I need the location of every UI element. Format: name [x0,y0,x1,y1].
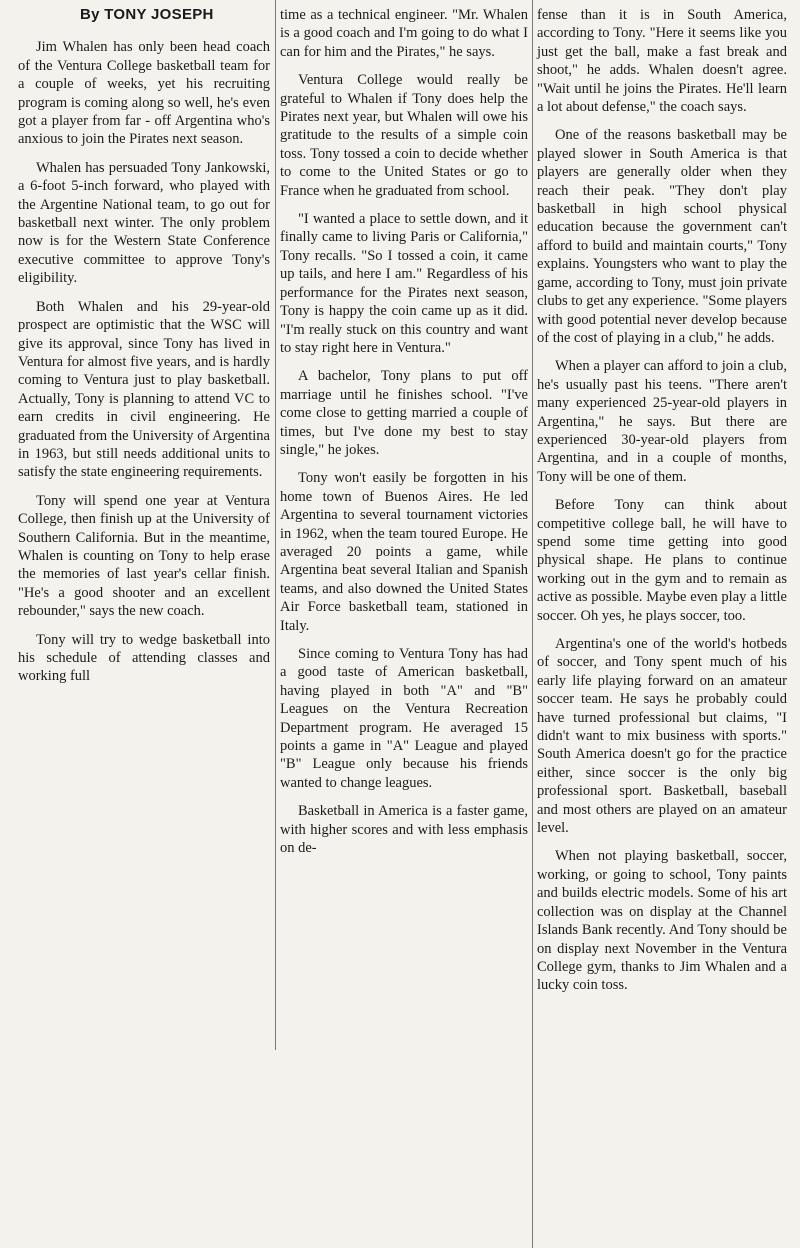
paragraph: When a player can afford to join a club, he's usually past his teens. "There aren't many experienced 25-year-old players in Argentina," he says. But there are experienced 30-year-old players from Argentina, and in a couple of months, Tony will be one of them. [537,358,787,485]
paragraph: One of the reasons basketball may be played slower in South America is that players are generally older when they reach their peak. "They don't play basketball in high school physical education because the government can't afford to build and maintain courts," Tony explains. Youngsters who want to play the game, according to Tony, must join private clubs to get any experience. "Some players with good potential never develop because of the cost of playing in a club," he adds. [537,127,787,346]
paragraph: Tony won't easily be forgotten in his home town of Buenos Aires. He led Argentina to several tournament victories in 1962, when the team toured Europe. He averaged 20 points a game, while Argentina beat several Italian and Spanish teams, and also downed the United States Air Force basketball team, stationed in Italy. [280,470,528,634]
paragraph: A bachelor, Tony plans to put off marriage until he finishes school. "I've come close to getting married a couple of times, but I've done my best to stay single," he jokes. [280,368,528,458]
paragraph: When not playing basketball, soccer, working, or going to school, Tony paints and builds electric models. Some of his art collection was on display at the Channel Islands Bank recently. And Tony should be on display next November in the Ventura College gym, thanks to Jim Whalen and a lucky coin toss. [537,848,787,994]
column-rule [275,0,276,1050]
byline: By TONY JOSEPH [80,6,214,23]
paragraph: Tony will spend one year at Ventura College, then finish up at the University of Southern California. But in the meantime, Whalen is counting on Tony to help erase the memories of last year's cellar finish. "He's a good shooter and an excellent rebounder," says the new coach. [18,492,270,620]
paragraph: Tony will try to wedge basketball into his schedule of attending classes and working full [18,631,270,685]
paragraph: Jim Whalen has only been head coach of the Ventura College basketball team for a couple of weeks, yet his recruiting program is coming along so well, he's even got a player from far - off Argentina who's anxious to join the Pirates next season. [18,39,270,148]
paragraph: time as a technical engineer. "Mr. Whalen is a good coach and I'm going to do what I can for him and the Pirates," he says. [280,7,528,60]
article-column-1 [18,6,270,696]
paragraph: Argentina's one of the world's hotbeds of soccer, and Tony spent much of his early life playing forward on an amateur soccer team. He says he probably could have turned professional but claims, "I didn't want to mix business with sports." South America doesn't go for the practice either, since soccer is the only big professional sport. Basketball, baseball and most others are played on an amateur level. [537,636,787,837]
paragraph: Ventura College would really be grateful to Whalen if Tony does help the Pirates next year, but Whalen will owe his gratitude to the results of a simple coin toss. Tony tossed a coin to decide whether to come to the United States or go to France when he graduated from school. [280,72,528,199]
paragraph: Before Tony can think about competitive college ball, he will have to spend some time getting into good physical shape. He plans to continue working out in the gym and to remain as active as possible. Maybe even play a little soccer. Oh yes, he plays soccer, too. [537,497,787,624]
paragraph: Basketball in America is a faster game, with higher scores and with less emphasis on de- [280,803,528,857]
paragraph: fense than it is in South America, according to Tony. "Here it seems like you just get the ball, make a fast break and shoot," he adds. Whalen doesn't agree. "Wait until he joins the Pirates. He'll learn a lot about defense," the coach says. [537,7,787,116]
article-column-2 [280,6,528,867]
paragraph: "I wanted a place to settle down, and it finally came to living Paris or California," Tony recalls. "So I tossed a coin, it came up tails, and here I am." Regardless of his performance for the Pirates next season, Tony is happy the coin came up as it did. "I'm really stuck on this country and want to stay right here in Ventura." [280,211,528,356]
paragraph: Both Whalen and his 29-year-old prospect are optimistic that the WSC will give its approval, since Tony has lived in Ventura for almost five years, and is hardly coming to Ventura just to play basketball. Actually, Tony is planning to attend VC to earn credits in civil engineering. He graduated from the University of Argentina in 1963, but still needs additional units to satisfy the state engineering requirements. [18,298,270,481]
column-rule [532,0,533,1248]
paragraph: Whalen has persuaded Tony Jankowski, a 6-foot 5-inch forward, who played with the Argentine National team, to go out for basketball next winter. The only problem now is for the Western State Conference executive committee to approve Tony's eligibility. [18,159,270,287]
article-column-3 [537,6,787,1005]
paragraph: Since coming to Ventura Tony has had a good taste of American basketball, having played in both "A" and "B" Leagues on the Ventura Recreation Department program. He averaged 15 points a game in "A" League and played "B" League only because his friends wanted to change leagues. [280,646,528,791]
